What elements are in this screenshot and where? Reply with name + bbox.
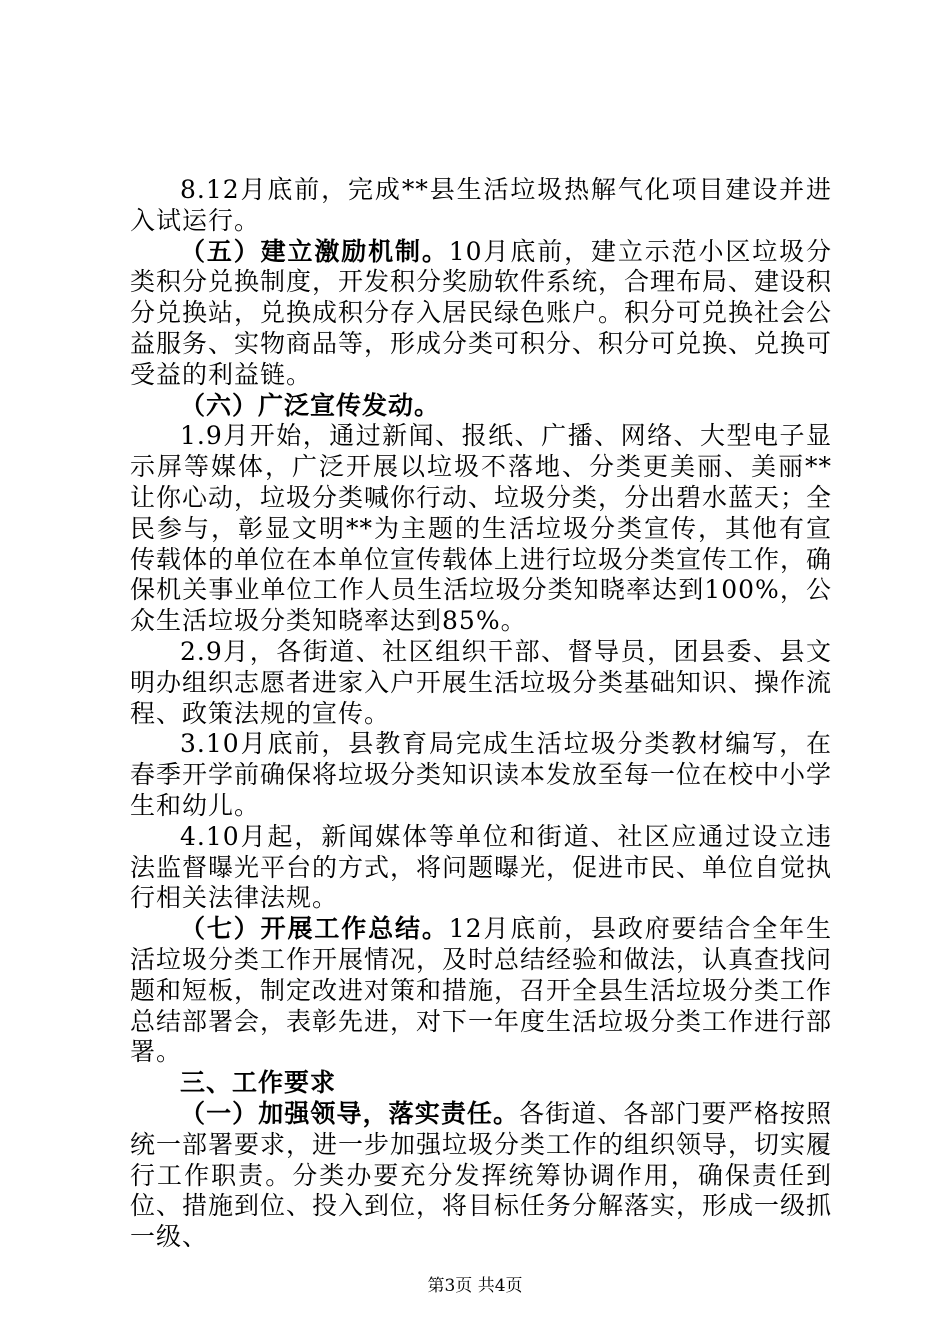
paragraph-item-2 — [130, 637, 832, 729]
paragraph-item-4 — [130, 822, 832, 914]
paragraph-text: 1.9月开始，通过新闻、报纸、广播、网络、大型电子显示屏等媒体，广泛开展以垃圾不落地、分类更美丽、美丽**让你心动，垃圾分类喊你行动、垃圾分类，分出碧水蓝天；全民参与，彰显文明**为主题的生活垃圾分类宣传，其他有宣传载体的单位在本单位宣传载体上进行垃圾分类宣传工作，确保机关事业单位工作人员生活垃圾分类知晓率达到100%，公众生活垃圾分类知晓率达到85%。 — [130, 421, 833, 636]
section-heading: （六）广泛宣传发动。 — [180, 390, 441, 420]
paragraph-item-3 — [130, 729, 832, 821]
section-heading: （一）加强领导，落实责任。 — [180, 1098, 520, 1128]
paragraph-text: 3.10月底前，县教育局完成生活垃圾分类教材编写，在春季开学前确保将垃圾分类知识读本发放至每一位在校中小学生和幼儿。 — [130, 729, 833, 820]
paragraph-text: 8.12月底前，完成**县生活垃圾热解气化项目建设并进入试运行。 — [130, 175, 832, 235]
paragraph-text: 2.9月，各街道、社区组织干部、督导员，团县委、县文明办组织志愿者进家入户开展生活垃圾分类基础知识、操作流程、政策法规的宣传。 — [130, 636, 833, 728]
section-5-incentive — [130, 237, 832, 391]
paragraph-text: 10月底前，建立示范小区垃圾分类积分兑换制度，开发积分奖励软件系统，合理布局、建设积分兑换站，兑换成积分存入居民绿色账户。积分可兑换社会公益服务、实物商品等，形成分类可积分、积分可兑换、兑换可受益的利益链。 — [130, 236, 833, 389]
section-6-publicity — [130, 391, 832, 422]
chapter-heading: 三、工作要求 — [180, 1068, 337, 1098]
document-body — [130, 175, 832, 1253]
paragraph-item-8 — [130, 175, 832, 237]
section-7-summary — [130, 914, 832, 1068]
section-heading: （五）建立激励机制。 — [180, 236, 449, 266]
paragraph-text: 各街道、各部门要严格按照统一部署要求，进一步加强垃圾分类工作的组织领导，切实履行工作职责。分类办要充分发挥统筹协调作用，确保责任到位、措施到位、投入到位，将目标任务分解落实，形成一级抓一级、 — [130, 1098, 833, 1252]
page-number: 第3页 共4页 — [427, 1276, 523, 1296]
paragraph-text: 12月底前，县政府要结合全年生活垃圾分类工作开展情况，及时总结经验和做法，认真查找问题和短板，制定改进对策和措施，召开全县生活垃圾分类工作总结部署会，表彰先进，对下一年度生活垃圾分类工作进行部署。 — [130, 914, 833, 1067]
chapter-3-requirements — [130, 1068, 832, 1099]
paragraph-text: 4.10月起，新闻媒体等单位和街道、社区应通过设立违法监督曝光平台的方式，将问题曝光，促进市民、单位自觉执行相关法律法规。 — [130, 821, 833, 913]
paragraph-item-1 — [130, 421, 832, 637]
section-heading: （七）开展工作总结。 — [180, 914, 449, 944]
section-1-leadership — [130, 1099, 832, 1253]
